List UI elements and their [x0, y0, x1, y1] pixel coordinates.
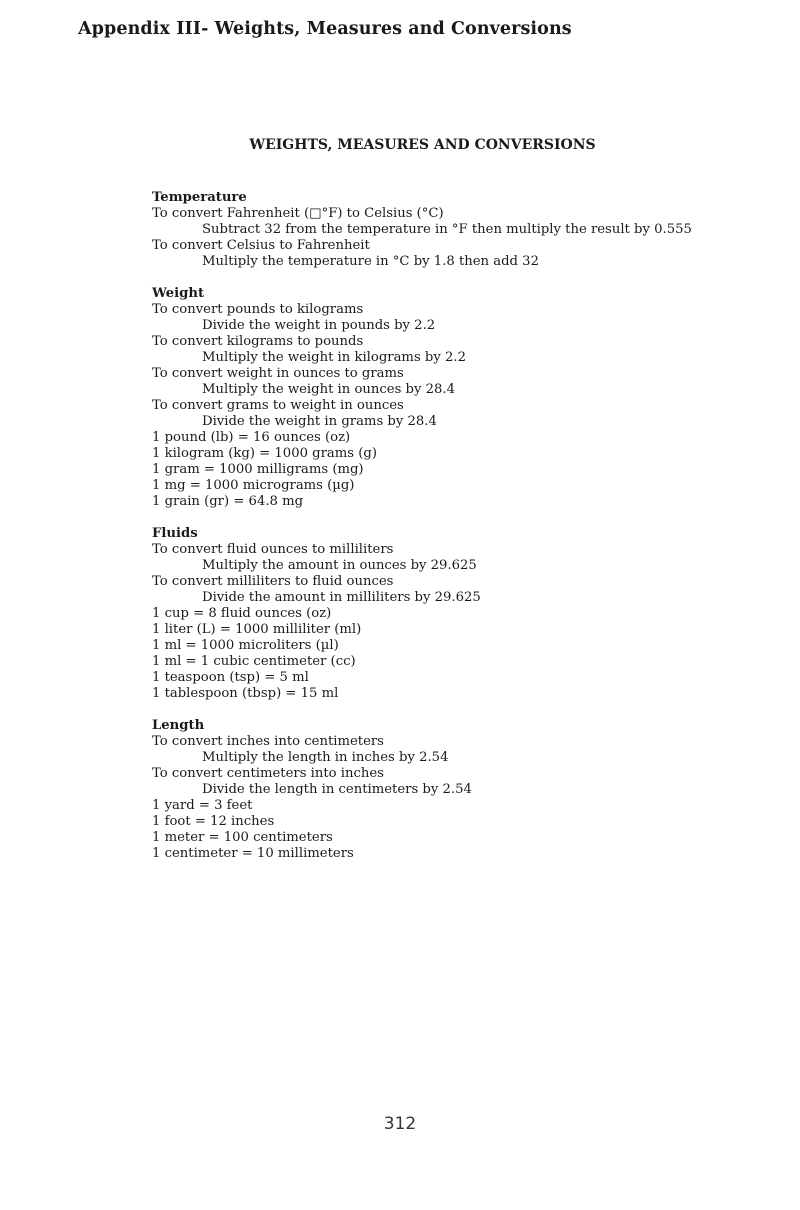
page-title: WEIGHTS, MEASURES AND CONVERSIONS	[249, 137, 596, 153]
conversion-content	[152, 190, 692, 878]
conversion-instruction: Multiply the temperature in °C by 1.8 then add 32	[202, 254, 539, 269]
section-heading: Weight	[152, 286, 205, 301]
conversion-line: To convert fluid ounces to milliliters	[152, 542, 394, 557]
conversion-instruction: Divide the weight in grams by 28.4	[202, 414, 437, 429]
conversion-line: 1 centimeter = 10 millimeters	[152, 846, 354, 861]
conversion-line: 1 yard = 3 feet	[152, 798, 253, 813]
conversion-line: 1 kilogram (kg) = 1000 grams (g)	[152, 446, 377, 461]
conversion-instruction: Multiply the weight in ounces by 28.4	[202, 382, 455, 397]
conversion-line: 1 ml = 1000 microliters (µl)	[152, 638, 339, 653]
conversion-line: To convert kilograms to pounds	[152, 334, 364, 349]
section-heading: Temperature	[152, 190, 247, 205]
conversion-line: 1 cup = 8 fluid ounces (oz)	[152, 606, 332, 621]
conversion-line: 1 mg = 1000 micrograms (µg)	[152, 478, 355, 493]
conversion-instruction: Multiply the length in inches by 2.54	[202, 750, 449, 765]
running-head: Appendix III- Weights, Measures and Conversions	[78, 19, 572, 39]
conversion-line: 1 teaspoon (tsp) = 5 ml	[152, 670, 309, 685]
conversion-instruction: Divide the weight in pounds by 2.2	[202, 318, 436, 333]
section-weight	[152, 286, 692, 510]
conversion-line: 1 foot = 12 inches	[152, 814, 275, 829]
conversion-line: To convert Fahrenheit (□°F) to Celsius (°C)	[152, 206, 444, 221]
section-length	[152, 718, 692, 862]
page-number: 312	[383, 1114, 417, 1134]
conversion-line: 1 grain (gr) = 64.8 mg	[152, 494, 304, 509]
conversion-line: To convert inches into centimeters	[152, 734, 384, 749]
section-heading: Length	[152, 718, 205, 733]
section-temperature	[152, 190, 692, 270]
section-heading: Fluids	[152, 526, 198, 541]
conversion-instruction: Divide the length in centimeters by 2.54	[202, 782, 472, 797]
conversion-line: To convert centimeters into inches	[152, 766, 384, 781]
conversion-line: 1 pound (lb) = 16 ounces (oz)	[152, 430, 351, 445]
conversion-line: To convert Celsius to Fahrenheit	[152, 238, 370, 253]
conversion-line: 1 ml = 1 cubic centimeter (cc)	[152, 654, 356, 669]
conversion-line: 1 tablespoon (tbsp) = 15 ml	[152, 686, 339, 701]
conversion-line: 1 gram = 1000 milligrams (mg)	[152, 462, 364, 477]
conversion-instruction: Divide the amount in milliliters by 29.625	[202, 590, 481, 605]
conversion-instruction: Multiply the amount in ounces by 29.625	[202, 558, 477, 573]
section-fluids	[152, 526, 692, 702]
conversion-line: 1 liter (L) = 1000 milliliter (ml)	[152, 622, 362, 637]
conversion-line: To convert milliliters to fluid ounces	[152, 574, 394, 589]
conversion-instruction: Subtract 32 from the temperature in °F then multiply the result by 0.555	[202, 222, 692, 237]
conversion-line: To convert weight in ounces to grams	[152, 366, 404, 381]
conversion-line: To convert grams to weight in ounces	[152, 398, 404, 413]
conversion-instruction: Multiply the weight in kilograms by 2.2	[202, 350, 466, 365]
conversion-line: 1 meter = 100 centimeters	[152, 830, 333, 845]
conversion-line: To convert pounds to kilograms	[152, 302, 364, 317]
